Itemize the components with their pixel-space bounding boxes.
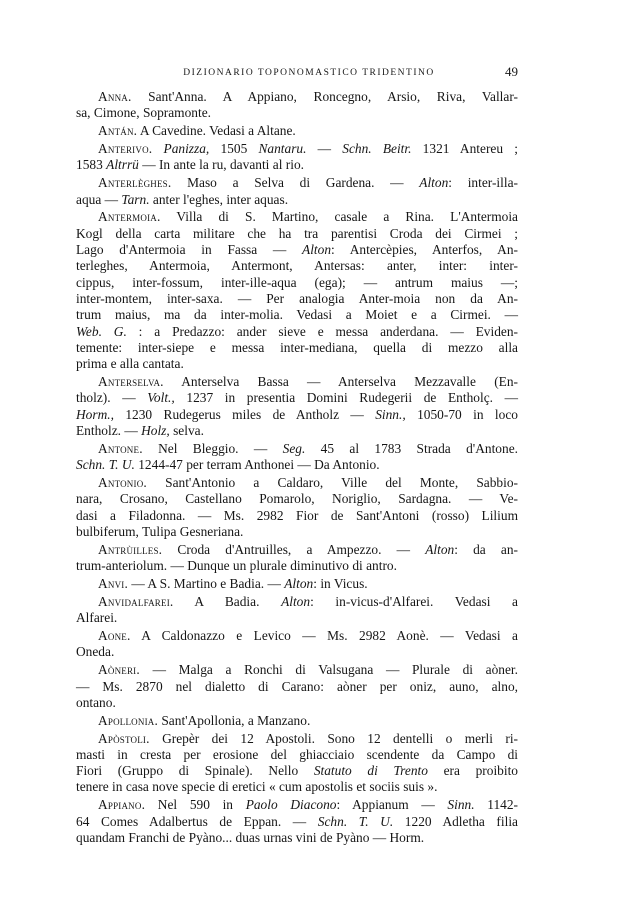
entry-text: Nel Bleggio. —	[142, 440, 283, 456]
entry-line	[76, 594, 518, 610]
entry-text: 1220 Adletha filia	[393, 813, 518, 829]
entry-citation: Horm.,	[76, 406, 114, 422]
entry-text: — Ms. 2870 nel dialetto di Carano: aòner per oniz, auno, alno,	[76, 678, 518, 694]
entry-line	[76, 508, 518, 524]
entry-line	[76, 797, 518, 813]
entry-text: 1505	[209, 141, 259, 157]
entry-text: ontano.	[76, 694, 116, 710]
entry-citation: Holz,	[141, 422, 170, 438]
entry-text: : da an-	[454, 541, 519, 557]
dictionary-entry	[76, 731, 518, 796]
entry-text	[152, 141, 163, 156]
dictionary-entry	[76, 209, 518, 372]
entry-text: tholz). —	[76, 390, 148, 406]
entry-text: temente: inter-siepe e messa inter-mediana, quella di mezzo alla	[76, 339, 518, 355]
entry-line	[76, 662, 518, 678]
entry-headword: Antonio.	[98, 474, 147, 490]
entry-line	[76, 779, 518, 795]
entry-line	[76, 475, 518, 491]
entry-text: selva.	[169, 422, 204, 438]
entry-headword: Anterlèghes.	[98, 175, 172, 191]
entry-headword: Anterivo.	[98, 141, 153, 157]
entry-text: Grepèr dei 12 Apostoli. Sono 12 dentelli o merli ri-	[149, 730, 518, 746]
entry-line	[76, 814, 518, 830]
entry-line	[76, 441, 518, 457]
entry-line	[76, 141, 518, 157]
entry-text: dasi a Filadonna. — Ms. 2982 Fior de Sant'Antoni (rosso) Lilium	[76, 507, 518, 523]
entry-text: Entholz. —	[76, 422, 142, 438]
entry-citation: Altrrü	[106, 157, 139, 173]
entry-text: Nel 590 in	[145, 797, 246, 813]
entry-citation: Schn. Beitr.	[342, 141, 412, 157]
entry-line	[76, 307, 518, 323]
entry-line	[76, 558, 518, 574]
entry-text: trum maius, ma da inter-molia. Vedasi a Moiet e a Cirmei. —	[76, 307, 518, 323]
page-number: 49	[505, 64, 518, 79]
entry-line	[76, 226, 518, 242]
entry-headword: Anterselva.	[98, 374, 164, 390]
dictionary-entry	[76, 628, 518, 661]
entry-text: anter l'eghes, inter aquas.	[149, 191, 289, 207]
entry-text: trum-anteriolum. — Dunque un plurale diminutivo di antro.	[76, 558, 397, 574]
entry-citation: Nantaru.	[258, 141, 307, 157]
entry-text: prima e alla cantata.	[76, 356, 184, 372]
entry-line	[76, 695, 518, 711]
dictionary-entry	[76, 175, 518, 208]
entry-citation: Statuto di Trento	[313, 763, 428, 779]
entry-line	[76, 731, 518, 747]
entry-line	[76, 679, 518, 695]
running-head: DIZIONARIO TOPONOMASTICO TRIDENTINO	[183, 68, 435, 78]
dictionary-entry	[76, 662, 518, 711]
dictionary-entry	[76, 123, 518, 139]
entry-text: 64 Comes Adalbertus de Eppan. —	[76, 813, 318, 829]
entry-headword: Aone.	[98, 628, 131, 644]
entry-citation: Tarn.	[121, 191, 150, 207]
entry-line	[76, 175, 518, 191]
entry-line	[76, 324, 518, 340]
entry-headword: Appiano.	[98, 797, 146, 813]
entry-line	[76, 258, 518, 274]
entry-text: : a Predazzo: ander sieve e messa anderdana. — Eviden-	[126, 323, 518, 339]
entry-text: Maso a Selva di Gardena. —	[171, 175, 420, 191]
entry-citation: Alton	[281, 593, 311, 609]
dictionary-entry	[76, 713, 518, 729]
entry-text: 1237 in presentia Domini Rudegerii de Entholç. —	[174, 390, 518, 406]
entry-line	[76, 89, 518, 105]
entry-text: — In ante la ru, davanti al rio.	[138, 157, 304, 173]
entry-text: : Appianum —	[336, 797, 448, 813]
entry-text: inter-montem, inter-saxa. — Per analogia Anter-moia non da An-	[76, 290, 518, 306]
entry-line	[76, 275, 518, 291]
dictionary-entry	[76, 441, 518, 474]
entry-text: A Caldonazzo e Levico — Ms. 2982 Aonè. — Vedasi a	[130, 628, 518, 644]
dictionary-entry	[76, 141, 518, 174]
entry-line	[76, 524, 518, 540]
entry-text: Alfarei.	[76, 610, 118, 626]
entry-text: Villa di S. Martino, casale a Rina. L'Antermoia	[160, 209, 518, 225]
entry-citation: Sinn.	[447, 797, 475, 813]
entry-citation: Web. G.	[76, 323, 127, 339]
entry-headword: Antrùilles.	[98, 541, 163, 557]
entry-headword: Aòneri.	[98, 662, 140, 678]
entry-text: Anterselva Bassa — Anterselva Mezzavalle (En-	[163, 374, 518, 390]
entry-text: 1142-	[474, 797, 519, 813]
entry-headword: Apòstoli.	[98, 730, 150, 746]
entry-text: Lago d'Antermoia in Fassa —	[76, 242, 303, 258]
entry-line	[76, 242, 518, 258]
entry-text: Sant'Apollonia, a Manzano.	[158, 712, 311, 728]
entry-text: tenere in casa nove specie di eretici « cum apostolis et sociis suis ».	[76, 779, 438, 795]
entry-text: : in-vicus-d'Alfarei. Vedasi a	[310, 593, 518, 609]
entry-line	[76, 407, 518, 423]
entry-line	[76, 713, 518, 729]
entry-text: 1230 Rudegerus miles de Antholz —	[113, 406, 376, 422]
entry-citation: Alton	[425, 541, 455, 557]
entry-line	[76, 628, 518, 644]
entry-citation: Schn. T. U.	[317, 813, 394, 829]
dictionary-entry	[76, 374, 518, 439]
entry-headword: Antermoia.	[98, 209, 161, 225]
entry-text: 1244-47 per terram Anthonei — Da Antonio.	[134, 457, 380, 473]
dictionary-entry	[76, 542, 518, 575]
entry-text: A Badia.	[173, 593, 282, 609]
entry-citation: Panizza,	[163, 141, 210, 157]
dictionary-entry	[76, 594, 518, 627]
entry-text: Oneda.	[76, 644, 115, 660]
entry-text: terleghes, Antermoia, Antermont, Antersas: anter, inter: inter-	[76, 258, 518, 274]
entry-text: 1050-70 in loco	[405, 406, 518, 422]
entry-headword: Antán.	[98, 123, 138, 139]
entry-line	[76, 830, 518, 846]
dictionary-body	[76, 89, 518, 848]
entry-text: Croda d'Antruilles, a Ampezzo. —	[162, 541, 426, 557]
entry-citation: Alton	[284, 575, 314, 591]
entry-line	[76, 291, 518, 307]
entry-text: Sant'Anna. A Appiano, Roncegno, Arsio, Riva, Vallar-	[131, 89, 518, 104]
entry-line	[76, 542, 518, 558]
dictionary-entry	[76, 89, 518, 122]
entry-text: 1321 Antereu ;	[411, 141, 518, 157]
dictionary-entry	[76, 475, 518, 540]
entry-headword: Anvi.	[98, 575, 129, 591]
entry-headword: Anna.	[98, 89, 132, 104]
entry-line	[76, 644, 518, 660]
entry-headword: Anvidalfarei.	[98, 593, 174, 609]
entry-line	[76, 457, 518, 473]
entry-line	[76, 123, 518, 139]
entry-line	[76, 491, 518, 507]
entry-line	[76, 763, 518, 779]
entry-line	[76, 105, 518, 121]
entry-text: : Antercèpies, Anterfos, An-	[331, 242, 518, 258]
entry-text: aqua —	[76, 191, 122, 207]
entry-text: : inter-illa-	[448, 175, 518, 191]
entry-line	[76, 157, 518, 173]
entry-line	[76, 747, 518, 763]
entry-citation: Schn. T. U.	[76, 457, 135, 473]
entry-line	[76, 576, 518, 592]
entry-text: masti in cresta per erosione del ghiacciaio scendente da Campo di	[76, 746, 518, 762]
entry-text: bulbiferum, Tulipa Gesneriana.	[76, 523, 244, 539]
entry-text: — Malga a Ronchi di Valsugana — Plurale di aòner.	[139, 662, 518, 678]
entry-text: 1583	[76, 157, 107, 173]
entry-text: —	[306, 141, 343, 157]
entry-citation: Seg.	[282, 440, 306, 456]
entry-citation: Alton	[419, 175, 449, 191]
entry-text: quandam Franchi de Pyàno... duas urnas vini de Pyàno — Horm.	[76, 829, 425, 845]
entry-text: — A S. Martino e Badia. —	[128, 575, 285, 591]
entry-citation: Volt.,	[147, 390, 175, 406]
entry-headword: Apollonia.	[98, 712, 159, 728]
entry-text: 45 al 1783 Strada d'Antone.	[305, 440, 518, 456]
entry-line	[76, 610, 518, 626]
entry-text: Kogl della carta militare che ha tra parentisi Croda dei Cirmei ;	[76, 225, 518, 241]
entry-text: era proibito	[427, 763, 519, 779]
entry-text: cippus, inter-fossum, inter-ille-aqua (ega); — antrum maius —;	[76, 274, 518, 290]
entry-line	[76, 423, 518, 439]
entry-citation: Paolo Diacono	[245, 797, 337, 813]
entry-line	[76, 356, 518, 372]
entry-text: Fiori (Gruppo di Spinale). Nello	[76, 763, 314, 779]
entry-text: nara, Crosano, Castellano Pomarolo, Noriglio, Sardagna. — Ve-	[76, 491, 518, 507]
entry-citation: Alton	[302, 242, 332, 258]
entry-text: Sant'Antonio a Caldaro, Ville del Monte, Sabbio-	[146, 474, 518, 490]
entry-line	[76, 390, 518, 406]
entry-citation: Sinn.,	[375, 406, 406, 422]
entry-line	[76, 209, 518, 225]
entry-text: A Cavedine. Vedasi a Altane.	[137, 123, 296, 139]
entry-headword: Antone.	[98, 440, 143, 456]
entry-line	[76, 340, 518, 356]
entry-text: : in Vicus.	[313, 575, 368, 591]
entry-text: sa, Cimone, Sopramonte.	[76, 105, 212, 121]
entry-line	[76, 374, 518, 390]
dictionary-entry	[76, 797, 518, 846]
entry-line	[76, 192, 518, 208]
dictionary-entry	[76, 576, 518, 592]
